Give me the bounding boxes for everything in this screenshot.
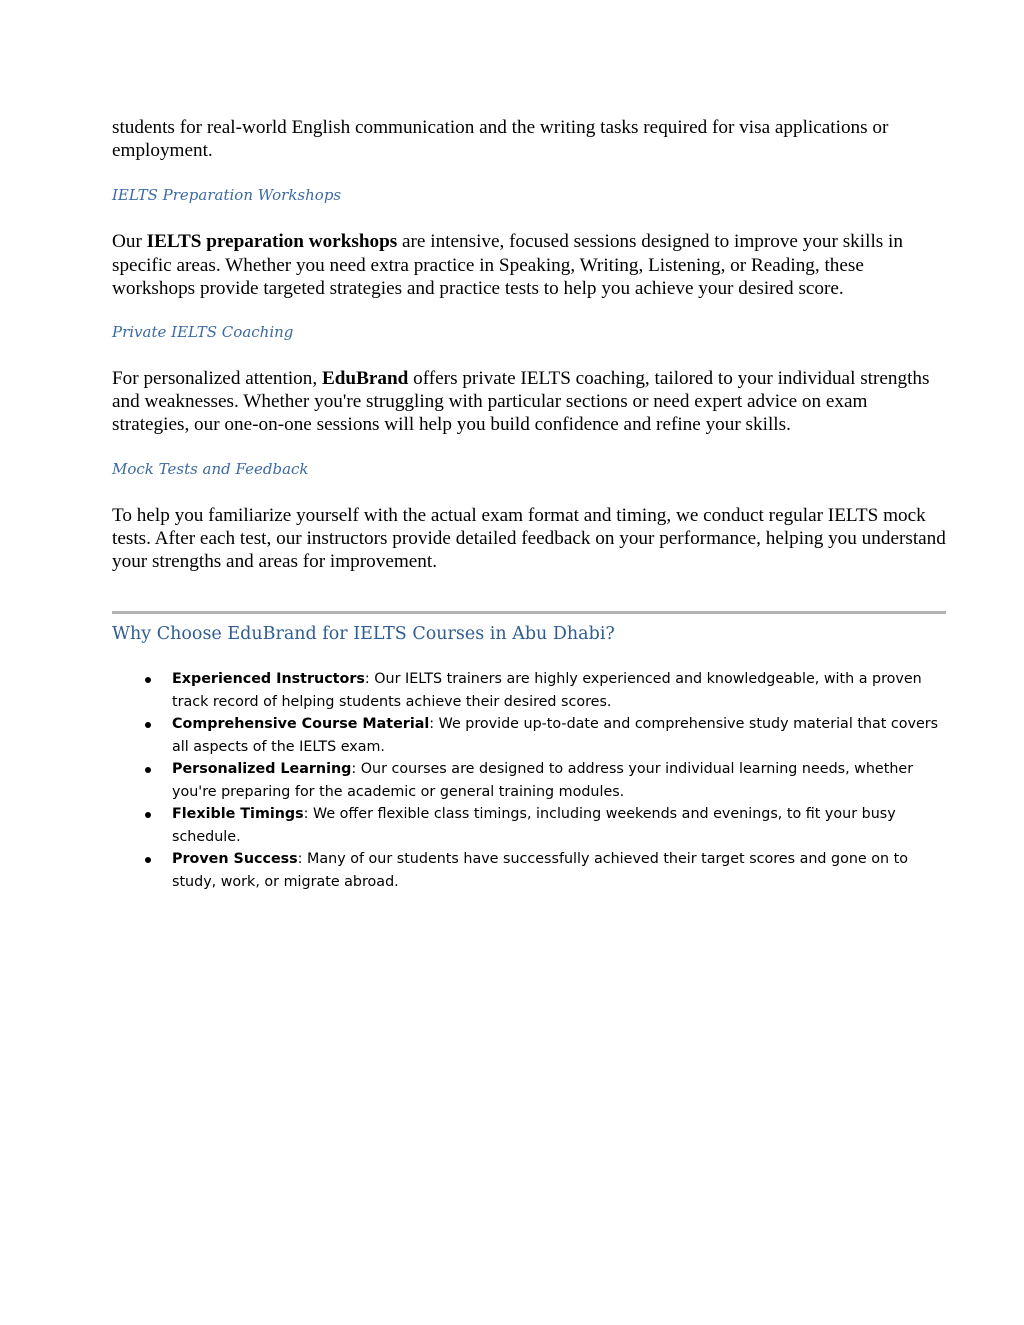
mock-paragraph: To help you familiarize yourself with the actual exam format and timing, we conduct regular IELTS mock tests. After each test, our instructors provide detailed feedback on your performance, helping you understand your strengths and areas for improvement. [112, 504, 946, 573]
mock-heading: Mock Tests and Feedback [112, 459, 309, 478]
list-item [112, 713, 946, 758]
workshops-heading: IELTS Preparation Workshops [112, 186, 342, 205]
bullet-icon [145, 767, 151, 773]
list-item-text: : We provide up-to-date and comprehensive study material that covers all aspects of the IELTS exam. [172, 716, 939, 755]
coaching-heading: Private IELTS Coaching [112, 323, 294, 342]
workshops-body: are intensive, focused sessions designed to improve your skills in specific areas. Whether you need extra practice in Speaking, Writing, Listening, or Reading, these workshops provide targeted strategies and practice tests to help you achieve your desired score. [112, 231, 903, 299]
workshops-paragraph [112, 230, 946, 300]
bullet-icon [145, 677, 151, 683]
list-item-term: Personalized Learning [172, 761, 352, 778]
intro-paragraph: students for real-world English communication and the writing tasks required for visa applications or employment. [112, 117, 889, 162]
workshops-bold-term: IELTS preparation workshops [146, 231, 398, 253]
list-item-term: Flexible Timings [172, 806, 304, 823]
coaching-paragraph [112, 367, 946, 437]
why-list [112, 668, 946, 893]
bullet-icon [145, 722, 151, 728]
coaching-prefix: For personalized attention, [112, 368, 322, 390]
list-item [112, 668, 946, 713]
bullet-icon [145, 812, 151, 818]
list-item-text: : Our courses are designed to address your individual learning needs, whether you're preparing for the academic or general training modules. [172, 761, 914, 800]
list-item-term: Proven Success [172, 851, 298, 868]
list-item-term: Experienced Instructors [172, 671, 365, 688]
list-item-text: : Many of our students have successfully achieved their target scores and gone on to study, work, or migrate abroad. [172, 851, 908, 890]
workshops-prefix: Our [112, 231, 147, 253]
document-page [112, 116, 946, 893]
bullet-icon [145, 857, 151, 863]
list-item [112, 848, 946, 893]
coaching-body: offers private IELTS coaching, tailored to your individual strengths and weaknesses. Whether you're struggling with particular sections or need expert advice on exam strategies, our one-on-one sessions will help you build confidence and refine your skills. [112, 368, 930, 436]
list-item-text: : Our IELTS trainers are highly experienced and knowledgeable, with a proven track record of helping students achieve their desired scores. [172, 671, 922, 710]
coaching-bold-term: EduBrand [321, 368, 409, 390]
why-heading: Why Choose EduBrand for IELTS Courses in Abu Dhabi? [112, 624, 615, 645]
list-item [112, 803, 946, 848]
list-item-text: : We offer flexible class timings, including weekends and evenings, to fit your busy schedule. [172, 806, 896, 845]
list-item [112, 758, 946, 803]
list-item-term: Comprehensive Course Material [172, 716, 430, 733]
